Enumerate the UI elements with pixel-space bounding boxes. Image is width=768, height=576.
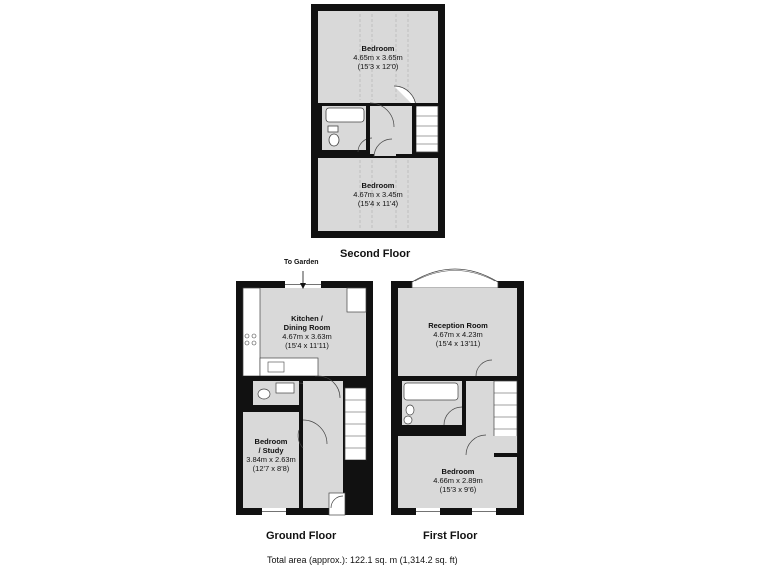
first-floor-title: First Floor — [423, 530, 478, 542]
bedroom-study-label — [241, 437, 301, 473]
first-floor-bay-window — [412, 269, 498, 288]
reception-room-label — [413, 321, 503, 348]
room-name: Bedroom — [254, 437, 288, 446]
second-floor-toilet — [329, 134, 339, 146]
room-name: Reception Room — [428, 321, 488, 330]
room-imperial: (15'3 x 12'0) — [357, 62, 399, 71]
room-name: Bedroom — [361, 181, 395, 190]
room-imperial: (15'4 x 11'11) — [285, 341, 329, 350]
second-floor-bedroom-bottom-label — [338, 181, 418, 208]
total-area: Total area (approx.): 122.1 sq. m (1,314.2 sq. ft) — [267, 555, 458, 565]
room-metric: 4.67m x 3.63m — [282, 332, 332, 341]
room-metric: 4.66m x 2.89m — [433, 476, 483, 485]
room-metric: 3.84m x 2.63m — [246, 455, 296, 464]
room-name: Bedroom — [441, 467, 475, 476]
ground-floor-hallway — [303, 381, 343, 508]
room-name: Bedroom — [361, 44, 395, 53]
room-imperial: (15'4 x 13'11) — [435, 339, 481, 348]
room-imperial: (15'4 x 11'4) — [357, 199, 399, 208]
room-name-line2: / Study — [258, 446, 284, 455]
ground-floor-title: Ground Floor — [266, 530, 337, 542]
kitchen-dining-room-label — [262, 314, 352, 350]
room-metric: 4.67m x 4.23m — [433, 330, 483, 339]
room-metric: 4.65m x 3.65m — [353, 53, 403, 62]
second-floor-title: Second Floor — [340, 248, 411, 260]
second-floor-bedroom-top-label — [338, 44, 418, 71]
room-imperial: (15'3 x 9'6) — [439, 485, 477, 494]
to-garden-label: To Garden — [284, 259, 319, 266]
first-floor-bedroom-label — [413, 467, 503, 494]
room-name: Kitchen / — [291, 314, 323, 323]
room-imperial: (12'7 x 8'8) — [252, 464, 290, 473]
ground-floor-plan — [236, 271, 373, 515]
room-metric: 4.67m x 3.45m — [353, 190, 403, 199]
second-floor-bathtub — [326, 108, 364, 122]
room-name-line2: Dining Room — [283, 323, 331, 332]
second-floor-stairs — [416, 106, 438, 152]
